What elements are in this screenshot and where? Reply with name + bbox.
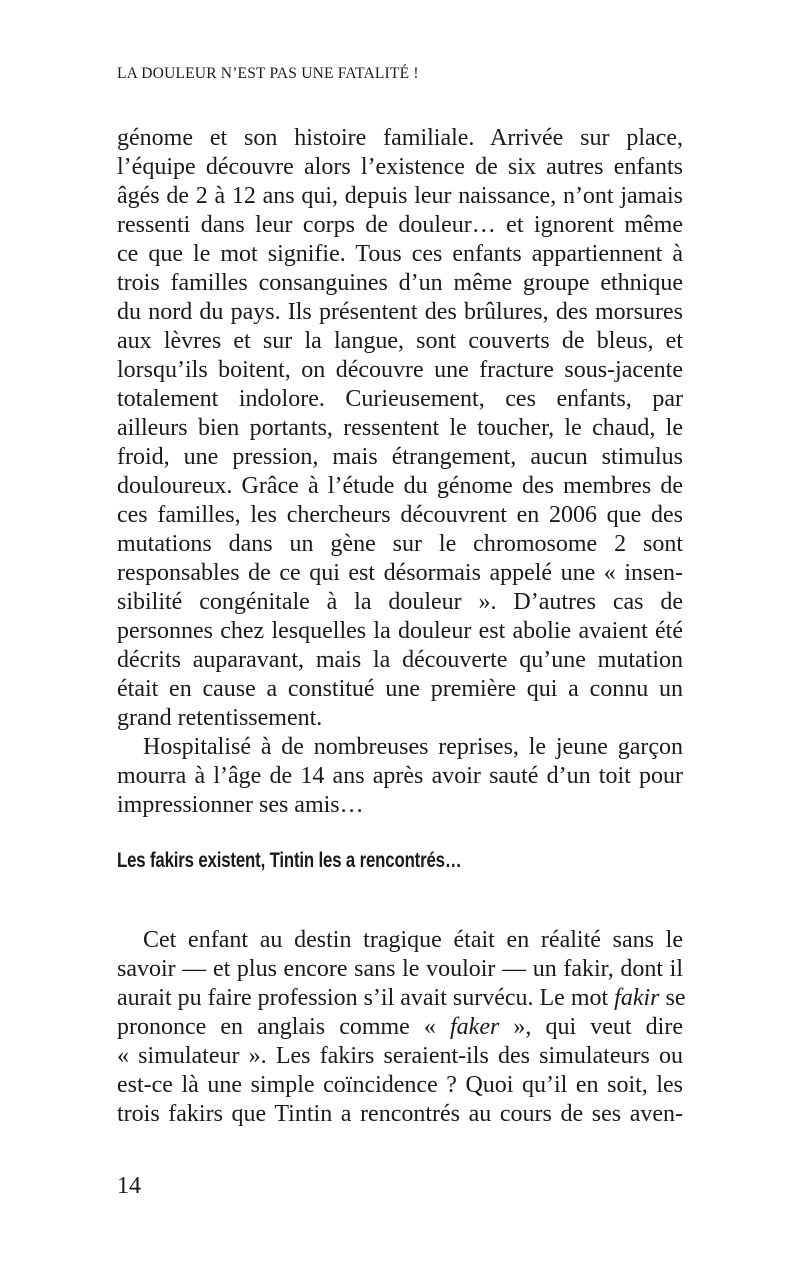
text-line <box>117 1042 683 1071</box>
text-line <box>117 1100 683 1129</box>
text-line <box>117 1013 683 1042</box>
text-line <box>117 298 683 327</box>
text-line <box>117 269 683 298</box>
text-line <box>117 733 683 762</box>
text-segment: », qui veut dire <box>499 1014 683 1040</box>
body-text-block-2 <box>117 926 686 1129</box>
text-segment: ces familles, les chercheurs découvrent en 2006 que des <box>117 502 683 528</box>
text-segment: l’équipe découvre alors l’existence de six autres enfants <box>117 154 683 180</box>
text-line <box>117 926 683 955</box>
text-line <box>117 240 683 269</box>
text-line <box>117 675 683 704</box>
text-segment: du nord du pays. Ils présentent des brûlures, des morsures <box>117 299 683 325</box>
text-line <box>117 588 683 617</box>
text-line <box>117 1071 683 1100</box>
text-line <box>117 472 683 501</box>
text-line <box>117 211 683 240</box>
text-segment: totalement indolore. Curieusement, ces enfants, par <box>117 386 683 412</box>
text-line <box>117 443 683 472</box>
text-segment: décrits auparavant, mais la découverte qu’une mutation <box>117 647 683 673</box>
text-segment: savoir — et plus encore sans le vouloir — un fakir, dont il <box>117 956 683 982</box>
text-line <box>117 530 683 559</box>
text-segment: mourra à l’âge de 14 ans après avoir sauté d’un toit pour <box>117 763 683 789</box>
text-segment: froid, une pression, mais étrangement, aucun stimulus <box>117 444 683 470</box>
running-head: LA DOULEUR N’EST PAS UNE FATALITÉ ! <box>117 65 419 82</box>
text-line <box>117 762 683 791</box>
text-line <box>117 617 683 646</box>
text-line <box>117 414 683 443</box>
text-segment: impressionner ses amis… <box>117 792 364 818</box>
text-segment: ressenti dans leur corps de douleur… et ignorent même <box>117 212 683 238</box>
text-segment: sibilité congénitale à la douleur ». D’autres cas de <box>117 589 683 615</box>
text-line <box>117 385 683 414</box>
text-segment: lorsqu’ils boitent, on découvre une fracture sous-jacente <box>117 357 683 383</box>
italic-term: faker <box>450 1014 500 1040</box>
text-line <box>117 153 683 182</box>
text-segment: douloureux. Grâce à l’étude du génome des membres de <box>117 473 683 499</box>
text-segment: se <box>659 985 686 1011</box>
text-line <box>117 559 683 588</box>
text-segment: génome et son histoire familiale. Arrivée sur place, <box>117 125 683 151</box>
text-segment: était en cause a constitué une première qui a connu un <box>117 676 683 702</box>
text-line <box>117 327 683 356</box>
text-line <box>117 124 683 153</box>
text-segment: Hospitalisé à de nombreuses reprises, le jeune garçon <box>143 734 683 760</box>
text-segment: mutations dans un gène sur le chromosome 2 sont <box>117 531 683 557</box>
text-segment: « simulateur ». Les fakirs seraient-ils des simulateurs ou <box>117 1043 683 1069</box>
text-segment: âgés de 2 à 12 ans qui, depuis leur naissance, n’ont jamais <box>117 183 683 209</box>
text-line <box>117 646 683 675</box>
text-line <box>117 182 683 211</box>
text-segment: est-ce là une simple coïncidence ? Quoi qu’il en soit, les <box>117 1072 683 1098</box>
page-number: 14 <box>117 1173 141 1199</box>
text-segment: ailleurs bien portants, ressentent le toucher, le chaud, le <box>117 415 683 441</box>
section-heading: Les fakirs existent, Tintin les a rencontrés… <box>117 849 462 872</box>
text-line <box>117 704 683 733</box>
text-segment: aurait pu faire profession s’il avait survécu. Le mot <box>117 985 615 1011</box>
text-segment: personnes chez lesquelles la douleur est abolie avaient été <box>117 618 683 644</box>
body-text-block-1 <box>117 124 683 820</box>
text-segment: ce que le mot signifie. Tous ces enfants appartiennent à <box>117 241 683 267</box>
text-line <box>117 791 683 820</box>
text-segment: grand retentissement. <box>117 705 323 731</box>
text-segment: responsables de ce qui est désormais appelé une « insen- <box>117 560 683 586</box>
text-segment: trois familles consanguines d’un même groupe ethnique <box>117 270 683 296</box>
text-segment: aux lèvres et sur la langue, sont couverts de bleus, et <box>117 328 683 354</box>
text-segment: Cet enfant au destin tragique était en réalité sans le <box>143 927 683 953</box>
text-segment: trois fakirs que Tintin a rencontrés au cours de ses aven- <box>117 1101 683 1127</box>
text-segment: prononce en anglais comme « <box>117 1014 451 1040</box>
text-line <box>117 984 686 1013</box>
italic-term: fakir <box>614 985 660 1011</box>
text-line <box>117 501 683 530</box>
text-line <box>117 356 683 385</box>
text-line <box>117 955 683 984</box>
